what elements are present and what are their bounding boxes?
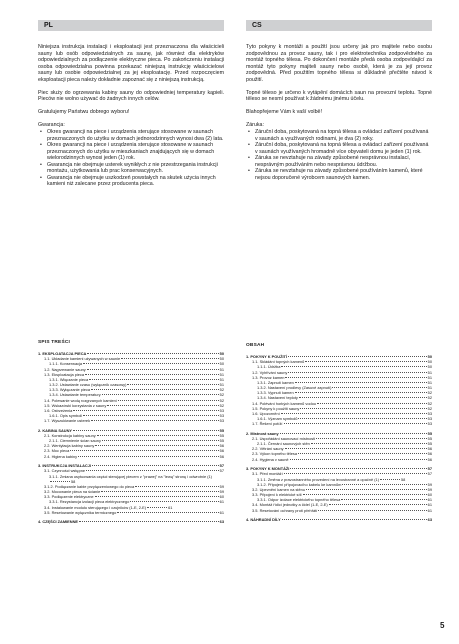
page-number: 5 (440, 621, 445, 630)
toc-leader-dots (380, 479, 400, 480)
toc-entry-title: 2. Místnost sauny (246, 430, 279, 436)
toc-entry-page: 63 (427, 517, 432, 523)
toc-leader-dots (87, 353, 218, 354)
warranty-item: • Záruční doba, poskytovaná na topná tělesa a ovládací zařízení používaná v saunách využívaných hromadně více obyvateli domu je jeden (1) rok. (255, 142, 432, 155)
toc-leader-dots (284, 473, 427, 474)
toc-leader-dots (91, 389, 219, 390)
toc-entry-page: 60 (219, 494, 224, 500)
toc-entry[interactable] (246, 421, 432, 426)
toc-leader-dots (281, 366, 426, 367)
toc-heading: OBSAH (246, 343, 265, 348)
warranty-label: Gwarancja: (38, 122, 65, 129)
warranty-list (246, 129, 432, 181)
warranty-item: • Záruka se nevztahuje na závady způsobené nesprávnou instalací, nesprávným používáním nebo nesprávnou údržbou. (255, 155, 432, 168)
toc-leader-dots (317, 403, 427, 404)
toc-entry-title: 3.3.1. Odpor izolace elektrického topného tělesa (257, 497, 341, 503)
toc-entry-page: 58 (400, 476, 406, 482)
toc-leader-dots (290, 459, 427, 460)
toc-entry-title: 3.3. Připojení k elektrické síti (252, 492, 302, 498)
toc-leader-dots (130, 501, 218, 502)
toc-entry-page: 51 (219, 371, 224, 377)
toc-entry-title: 1.5. Wskazówki korzystania z sauny (44, 402, 107, 408)
toc-entry-title: 1.3.4. Nastavení teploty (257, 395, 298, 401)
toc-entry-title: 1.1. Układanie kamieni używanych w saunie (44, 356, 121, 362)
toc-entry-title: 1.6.1. Význam symbolů (257, 416, 298, 422)
toc-leader-dots (95, 496, 219, 497)
toc-leader-dots (97, 435, 219, 436)
toc-leader-dots (299, 397, 427, 398)
toc-entry-page: 52 (219, 387, 224, 393)
toc-entry-page: 59 (427, 486, 432, 492)
toc-entry-page: 51 (427, 385, 432, 391)
toc-entry-page: 51 (427, 369, 432, 375)
toc-leader-dots (295, 382, 427, 383)
toc-entry[interactable] (246, 508, 432, 513)
toc-entry-page: 60 (427, 492, 432, 498)
toc-entry-page: 50 (219, 351, 224, 357)
toc-leader-dots (290, 468, 426, 469)
intro-pl (38, 44, 224, 188)
warranty-item: • Gwarancja nie obejmuje usterek wynikłych z nie przestrzegania instrukcji montażu, użytkowania lub prac konserwacyjnych. (47, 162, 224, 175)
toc-heading: SPIS TREŚCI (38, 340, 71, 345)
toc-entry[interactable] (246, 517, 432, 522)
toc-entry[interactable] (38, 418, 224, 423)
toc-leader-dots (329, 504, 427, 505)
toc-entry-page: 51 (219, 382, 224, 388)
toc-entry[interactable] (38, 519, 224, 524)
toc-entry-title: 1.3.3. Wyłączanie pieca (49, 387, 91, 393)
toc-entry-page: 56 (427, 451, 432, 457)
toc-leader-dots (305, 361, 426, 362)
toc-leader-dots (298, 453, 427, 454)
toc-leader-dots (342, 484, 426, 485)
toc-entry-title: 3.4. Montáž řídicí jednotky a čidel (1-E, 2-E) (252, 502, 328, 508)
warranty-label: Záruka: (246, 122, 264, 129)
toc-entry-title: 1.4. Polewanie wodą rozgrzanych kamieni (44, 397, 117, 403)
toc-entry-title: 1.4. Polévání horkých kamenů vodou (252, 400, 317, 406)
toc-leader-dots (281, 413, 427, 414)
toc-entry-title: 1.5. Pokyny k použití sauny (252, 405, 300, 411)
toc-cs (246, 343, 432, 522)
toc-entry-page: 55 (219, 433, 224, 438)
toc-entry-title: 1.1.1. Údržba (257, 364, 281, 370)
toc-entry-title: 1.3.1. Zapnutí kamen (257, 379, 294, 385)
toc-leader-dots (298, 418, 426, 419)
toc-entry[interactable] (38, 454, 224, 459)
toc-entry[interactable] (246, 457, 432, 462)
toc-entry-title: 3. POKYNY K MONTÁŽI (246, 466, 290, 472)
toc-entry-page: 56 (219, 448, 224, 454)
toc-entry-page: 57 (427, 466, 432, 472)
toc-entry-title: 2.4. Higiena kabiny (44, 453, 78, 459)
toc-entry-title: 3.1. Před montáží (252, 471, 283, 477)
intro-paragraph: Piec służy do ogrzewania kabiny sauny do odpowiedniej temperatury kąpieli. Pieców nie wolno używać do żadnych innych celów. (38, 89, 224, 103)
toc-entry-page: 51 (219, 376, 224, 382)
toc-leader-dots (79, 521, 219, 522)
toc-entry-page: 53 (219, 418, 224, 424)
toc-entry-title: 1.3. Eksploatacja pieca (44, 371, 85, 377)
toc-list (246, 354, 432, 522)
toc-entry-page: 53 (219, 407, 224, 413)
toc-entry[interactable] (38, 510, 224, 515)
toc-entry-title: 1.3.1. Włączanie pieca (49, 376, 89, 382)
toc-leader-dots (147, 507, 167, 508)
toc-entry-title: 3.4. Instalowanie modułu sterującego i czujników (1-E, 2-E) (44, 504, 147, 510)
toc-leader-dots (121, 358, 219, 359)
toc-entry-page: 52 (219, 392, 224, 398)
toc-entry-title: 1.2. Vyhřívání sauny (252, 369, 288, 375)
toc-entry-page: 50 (427, 364, 432, 370)
toc-entry-title: 2.1.1. Černání saunových stěn (257, 441, 310, 447)
toc-entry-page: 52 (427, 400, 432, 406)
toc-entry-page: 51 (427, 374, 432, 380)
intro-cs (246, 44, 432, 181)
toc-entry-title: 2.1. Konstrukcja kabiny sauny (44, 433, 96, 438)
toc-leader-dots (86, 470, 219, 471)
toc-entry-page: 57 (427, 471, 432, 477)
toc-leader-dots (284, 423, 427, 424)
toc-entry-title: 1.3.4. Ustawianie temperatury (49, 392, 101, 398)
toc-entry-page: 55 (427, 430, 432, 436)
toc-leader-dots (85, 374, 219, 375)
toc-leader-dots (311, 443, 427, 444)
toc-leader-dots (332, 387, 426, 388)
toc-leader-dots (102, 440, 219, 441)
toc-leader-dots (285, 448, 427, 449)
toc-entry-page: 52 (427, 390, 432, 396)
lang-bar-pl: PL (38, 20, 224, 31)
toc-leader-dots (70, 450, 218, 451)
warranty-item: • Okres gwarancji na piece i urządzenia sterujące stosowane w saunach przeznaczonych do użytku w domach jednorodzinnych wynosi dwa (2) lata. (47, 129, 224, 142)
toc-entry-page: 57 (219, 468, 224, 474)
toc-entry-title: 1. EKSPLOATACJA PIECA (38, 351, 87, 357)
toc-entry-title: 3.3. Podłączenie elektryczne (44, 494, 94, 500)
toc-entry-title: 4. CZĘŚCI ZAMIENNE (38, 519, 78, 525)
intro-paragraph: Tyto pokyny k montáži a použití jsou určeny jak pro majitele nebo osobu zodpovědnou za provoz sauny, tak i pro elektrotechnika zodpovědného za montáž topného tělesa. Po dokončení montáže předá osoba zodpovídající za montáž tyto pokyny majiteli sauny nebo osobě, která je za její provoz zodpovědná. Před použitím topného tělesa si důkladně přečtěte návod k použití. (246, 44, 432, 83)
toc-entry-page: 61 (168, 504, 173, 510)
toc-leader-dots (316, 438, 427, 439)
toc-entry-title: 3. INSTRUKCJA INSTALACJI (38, 463, 91, 469)
toc-leader-dots (282, 519, 427, 520)
toc-pl (38, 340, 224, 525)
toc-entry-page: 63 (219, 519, 224, 525)
toc-entry-title: 1.6.1. Opis symboli (49, 413, 83, 419)
toc-entry-page: 59 (219, 483, 224, 489)
intro-paragraph: Niniejsza instrukcja instalacji i eksploatacji jest przeznaczona dla właścicieli sauny lub osób odpowiedzialnych za saunę, jak również dla elektryków odpowiedzialnych za podłączenie elektryczne pieca. Po zakończeniu instalacji osoba odpowiedzialna powinna przekazać niniejszą instrukcję właścicielowi sauny lub osobie odpowiedzialnej za jej eksploatację. Przed rozpoczęciem eksploatacji pieca należy dokładnie zapoznać się z niniejszą instrukcją. (38, 44, 224, 83)
toc-entry-title: 3.2. Mocowanie pieca na ścianie (44, 489, 101, 495)
toc-leader-dots (300, 408, 426, 409)
toc-entry-title: 3.2. Upevnění kamen na stěnu (252, 486, 305, 492)
toc-entry-page: 61 (427, 507, 432, 513)
toc-entry-page: 53 (427, 416, 432, 422)
toc-entry-title: 3.1.2. Připojení přípojovacího kabelu ke kamnům (257, 481, 342, 487)
toc-entry-title: 3.1.1. Zmiana usytuowania części sterującej piecem z "prawej" na "lewą" stronę i odwrotnie (1) (49, 473, 212, 479)
toc-entry-page: 56 (427, 446, 432, 452)
toc-entry-title: 2.1.1. Ciemnienie ścian sauny (49, 438, 101, 444)
intro-paragraph: Blahopřejeme Vám k vaší volbě! (246, 109, 322, 116)
toc-entry-page: 51 (219, 366, 224, 372)
toc-entry-title: 1. POKYNY K POUŽITÍ (246, 354, 288, 360)
toc-entry-title: 1.7. Řešení potíží (252, 421, 283, 427)
toc-entry-title: 1.3.2. Ustawianie czasu (wyłącznik czasowy) (49, 382, 127, 388)
warranty-item: • Okres gwarancji na piece i urządzenia sterujące stosowane w saunach przeznaczonych do użytku w mieszkaniach znajdujących się w domach wielorodzinnych wynosi jeden (1) rok. (47, 142, 224, 162)
warranty-item: • Záruční doba, poskytovaná na topná tělesa a ovládací zařízení používaná v saunách a využívaných rodinami, je dva (2) roky. (255, 129, 432, 142)
toc-leader-dots (295, 392, 427, 393)
toc-entry-title: 3.5. Resetování ochrany proti přehřátí (252, 507, 318, 513)
toc-entry-title: 4. NÁHRADNÍ DÍLY (246, 517, 281, 523)
toc-leader-dots (318, 510, 426, 511)
toc-entry-title: 2.3. Moc pieca (44, 448, 70, 454)
toc-leader-dots (87, 369, 219, 370)
toc-leader-dots (73, 410, 218, 411)
toc-entry-title: 2. KABINA SAUNY (38, 427, 73, 433)
toc-entry-title: 1.3.3. Vypnutí kamen (257, 390, 294, 396)
toc-entry-page: 50 (219, 361, 224, 367)
toc-leader-dots (288, 356, 427, 357)
toc-entry-page: 52 (219, 397, 224, 403)
toc-entry-title: 2.1. Uspořádání saunovací místnosti (252, 436, 316, 441)
toc-leader-dots (50, 481, 70, 482)
toc-leader-dots (78, 456, 219, 457)
toc-entry-title: 1.1.1. Konserwacja (49, 361, 83, 367)
warranty-item: • Záruka se nevztahuje na závady způsobené používáním kamenů, které nejsou doporučené výrobcem saunových kamen. (255, 168, 432, 181)
toc-entry-page: 52 (427, 405, 432, 411)
toc-leader-dots (91, 420, 219, 421)
toc-entry-page: 59 (219, 489, 224, 495)
toc-entry-title: 2.4. Hygiena v sauně (252, 456, 289, 462)
toc-entry-page: 61 (427, 497, 432, 503)
toc-leader-dots (89, 379, 219, 380)
toc-entry-page: 56 (219, 453, 224, 459)
toc-entry-page: 56 (427, 456, 432, 462)
toc-entry-page: 59 (427, 481, 432, 487)
toc-entry-page: 55 (219, 438, 224, 444)
toc-leader-dots (303, 494, 427, 495)
toc-entry-page: 57 (219, 463, 224, 469)
toc-leader-dots (118, 400, 219, 401)
toc-entry-page: 61 (219, 509, 224, 515)
toc-leader-dots (135, 486, 218, 487)
toc-entry-page: 53 (219, 413, 224, 419)
toc-entry-page: 61 (427, 502, 432, 508)
toc-entry-title: 1.3.2. Nastavení prodlevy (Zasuvé zapnutí) (257, 385, 332, 391)
toc-leader-dots (280, 433, 427, 434)
toc-entry-page: 52 (427, 395, 432, 401)
toc-entry-title: 1.6. Ostrzeżenia (44, 407, 73, 413)
toc-entry-title: 3.3.1. Rezystancja izolacji pieca elektrycznego (49, 499, 130, 505)
lang-header-pl (38, 20, 224, 31)
toc-entry-title: 2.2. Větrání sauny (252, 446, 284, 452)
toc-entry-title: 3.1.1. Změna z pravostranného provedení na levostranné a opačně (1) (257, 476, 379, 482)
toc-list (38, 351, 224, 524)
toc-entry-title: 1.6. Upozornění (252, 410, 280, 416)
lang-bar-cs: CS (246, 20, 432, 31)
toc-entry-page: 55 (427, 436, 432, 441)
toc-leader-dots (127, 384, 218, 385)
toc-entry-title: 1.2. Nagrzewanie sauny (44, 366, 86, 372)
toc-entry-title: 1.7. Wyszukiwanie usterek (44, 418, 91, 424)
toc-entry-page: 53 (427, 421, 432, 427)
toc-leader-dots (83, 363, 219, 364)
toc-entry-page: 61 (219, 499, 224, 505)
toc-entry-title: 3.1. Czynności wstępne (44, 468, 86, 474)
toc-entry-title: 1.1. Skládání topných kamenů (252, 359, 305, 365)
toc-leader-dots (341, 499, 426, 500)
warranty-item: • Gwarancja nie obejmuje uszkodzeń powstałych na skutek użycia innych kamieni niż zalecane przez producenta pieca. (47, 175, 224, 188)
toc-entry-title: 3.5. Resetowanie wyłącznika termicznego (44, 509, 117, 515)
toc-leader-dots (95, 445, 218, 446)
toc-entry-page: 55 (219, 427, 224, 433)
toc-leader-dots (73, 430, 219, 431)
lang-header-cs (246, 20, 432, 31)
toc-entry-page: 52 (219, 402, 224, 408)
toc-entry-title: 2.2. Wentylacja kabiny sauny (44, 443, 95, 449)
intro-paragraph: Gratulujemy Państwu dobrego wyboru! (38, 109, 130, 116)
toc-leader-dots (101, 491, 218, 492)
toc-entry-title: 3.1.2. Podłączanie kable przyłączeniowego do pieca (44, 483, 135, 489)
toc-entry-page: 56 (219, 443, 224, 449)
toc-entry[interactable] (38, 474, 224, 484)
toc-leader-dots (92, 465, 219, 466)
toc-leader-dots (102, 394, 219, 395)
intro-paragraph: Topné těleso je určeno k vytápění domácích saun na provozní teplotu. Topné těleso se nesmí používat k žádnému jinému účelu. (246, 89, 432, 103)
toc-entry-title: 1.3. Provoz kamen (252, 374, 285, 380)
toc-entry-page: 50 (427, 354, 432, 360)
toc-leader-dots (117, 512, 218, 513)
toc-entry-page: 50 (427, 359, 432, 365)
toc-entry-page: 51 (427, 379, 432, 385)
toc-entry-page: 55 (427, 441, 432, 447)
toc-entry-title: 2.3. Výkon topného tělesa (252, 451, 297, 457)
warranty-list (38, 129, 224, 188)
toc-leader-dots (288, 372, 426, 373)
toc-leader-dots (285, 377, 426, 378)
toc-entry-page: 50 (219, 356, 224, 362)
toc-entry-page: 58 (71, 478, 76, 484)
toc-leader-dots (83, 415, 219, 416)
toc-leader-dots (306, 489, 427, 490)
toc-entry-page: 53 (427, 410, 432, 416)
toc-leader-dots (107, 405, 218, 406)
